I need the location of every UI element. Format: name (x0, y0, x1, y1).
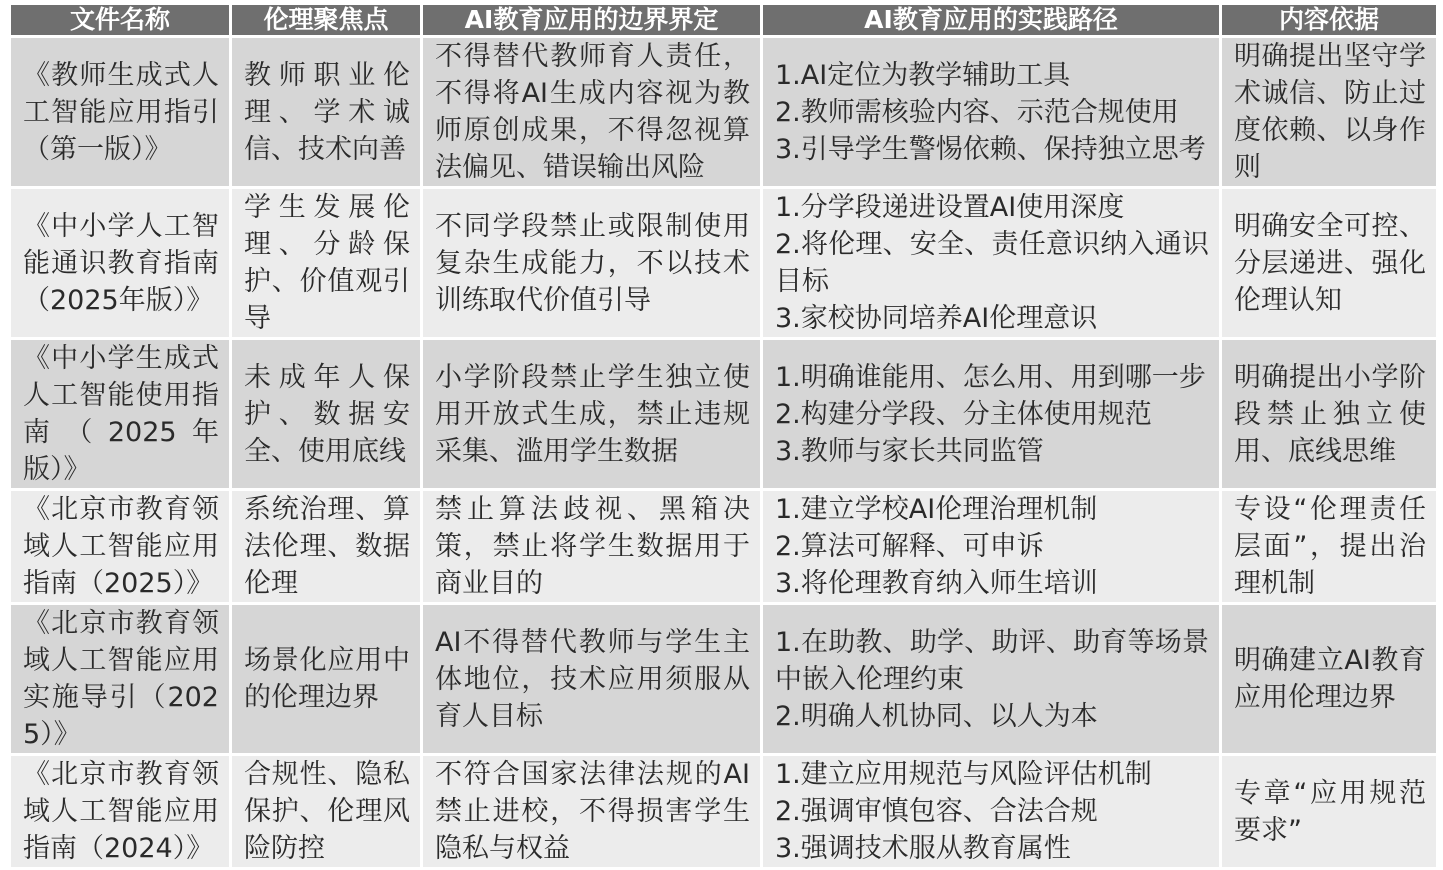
header-practice-path: AI教育应用的实践路径 (763, 5, 1219, 35)
table-header-row (11, 5, 1436, 35)
cell-boundary: AI不得替代教师与学生主体地位，技术应用须服从育人目标 (423, 605, 760, 753)
table-row (11, 605, 1436, 753)
table-row (11, 491, 1436, 602)
practice-item: 1.建立应用规范与风险评估机制 (775, 759, 1152, 790)
practice-item: 2.将伦理、安全、责任意识纳入通识目标 (775, 229, 1209, 297)
header-content-basis: 内容依据 (1222, 5, 1436, 35)
cell-ethics-focus: 系统治理、算法伦理、数据伦理 (232, 491, 420, 602)
header-boundary: AI教育应用的边界界定 (423, 5, 760, 35)
cell-content-basis: 明确建立AI教育应用伦理边界 (1222, 605, 1436, 753)
cell-practice-path (763, 340, 1219, 488)
cell-file-name: 《北京市教育领域人工智能应用实施导引（2025）》 (11, 605, 229, 753)
header-ethics-focus: 伦理聚焦点 (232, 5, 420, 35)
practice-item: 3.将伦理教育纳入师生培训 (775, 568, 1098, 599)
cell-boundary: 不得替代教师育人责任，不得将AI生成内容视为教师原创成果，不得忽视算法偏见、错误输出风险 (423, 38, 760, 186)
cell-file-name: 《中小学人工智能通识教育指南（2025年版）》 (11, 189, 229, 337)
practice-item: 3.引导学生警惕依赖、保持独立思考 (775, 133, 1206, 165)
table-row (11, 340, 1436, 488)
practice-item: 1.分学段递进设置AI使用深度 (775, 192, 1125, 223)
header-file-name: 文件名称 (11, 5, 229, 35)
cell-ethics-focus: 学生发展伦理、分龄保护、价值观引导 (232, 189, 420, 337)
practice-item: 2.教师需核验内容、示范合规使用 (775, 96, 1179, 128)
table-row (11, 756, 1436, 867)
practice-item: 3.强调技术服从教育属性 (775, 833, 1071, 864)
cell-file-name: 《北京市教育领域人工智能应用指南（2025）》 (11, 491, 229, 602)
table-row (11, 38, 1436, 186)
practice-item: 2.强调审慎包容、合法合规 (775, 796, 1098, 827)
cell-content-basis: 专章“应用规范要求” (1222, 756, 1436, 867)
cell-file-name: 《北京市教育领域人工智能应用指南（2024）》 (11, 756, 229, 867)
cell-ethics-focus: 合规性、隐私保护、伦理风险防控 (232, 756, 420, 867)
cell-content-basis: 专设“伦理责任层面”，提出治理机制 (1222, 491, 1436, 602)
cell-file-name: 《教师生成式人工智能应用指引（第一版）》 (11, 38, 229, 186)
cell-practice-path (763, 491, 1219, 602)
practice-item: 2.构建分学段、分主体使用规范 (775, 398, 1152, 430)
cell-content-basis: 明确提出坚守学术诚信、防止过度依赖、以身作则 (1222, 38, 1436, 186)
cell-practice-path (763, 756, 1219, 867)
table-row (11, 189, 1436, 337)
cell-practice-path (763, 605, 1219, 753)
practice-item: 1.建立学校AI伦理治理机制 (775, 494, 1098, 525)
practice-item: 1.AI定位为教学辅助工具 (775, 59, 1071, 91)
practice-item: 1.明确谁能用、怎么用、用到哪一步 (775, 361, 1206, 393)
practice-item: 1.在助教、助学、助评、助育等场景中嵌入伦理约束 (775, 626, 1209, 695)
practice-item: 2.明确人机协同、以人为本 (775, 700, 1098, 732)
cell-boundary: 小学阶段禁止学生独立使用开放式生成，禁止违规采集、滥用学生数据 (423, 340, 760, 488)
cell-ethics-focus: 未成年人保护、数据安全、使用底线 (232, 340, 420, 488)
practice-item: 3.家校协同培养AI伦理意识 (775, 303, 1098, 334)
cell-practice-path (763, 38, 1219, 186)
cell-boundary: 禁止算法歧视、黑箱决策，禁止将学生数据用于商业目的 (423, 491, 760, 602)
cell-ethics-focus: 教师职业伦理、学术诚信、技术向善 (232, 38, 420, 186)
cell-file-name: 《中小学生成式人工智能使用指南（2025年版）》 (11, 340, 229, 488)
cell-practice-path (763, 189, 1219, 337)
practice-item: 2.算法可解释、可申诉 (775, 531, 1044, 562)
cell-ethics-focus: 场景化应用中的伦理边界 (232, 605, 420, 753)
cell-boundary: 不同学段禁止或限制使用复杂生成能力，不以技术训练取代价值引导 (423, 189, 760, 337)
cell-content-basis: 明确安全可控、分层递进、强化伦理认知 (1222, 189, 1436, 337)
cell-content-basis: 明确提出小学阶段禁止独立使用、底线思维 (1222, 340, 1436, 488)
cell-boundary: 不符合国家法律法规的AI禁止进校，不得损害学生隐私与权益 (423, 756, 760, 867)
practice-item: 3.教师与家长共同监管 (775, 435, 1044, 467)
policy-comparison-table (8, 2, 1439, 870)
